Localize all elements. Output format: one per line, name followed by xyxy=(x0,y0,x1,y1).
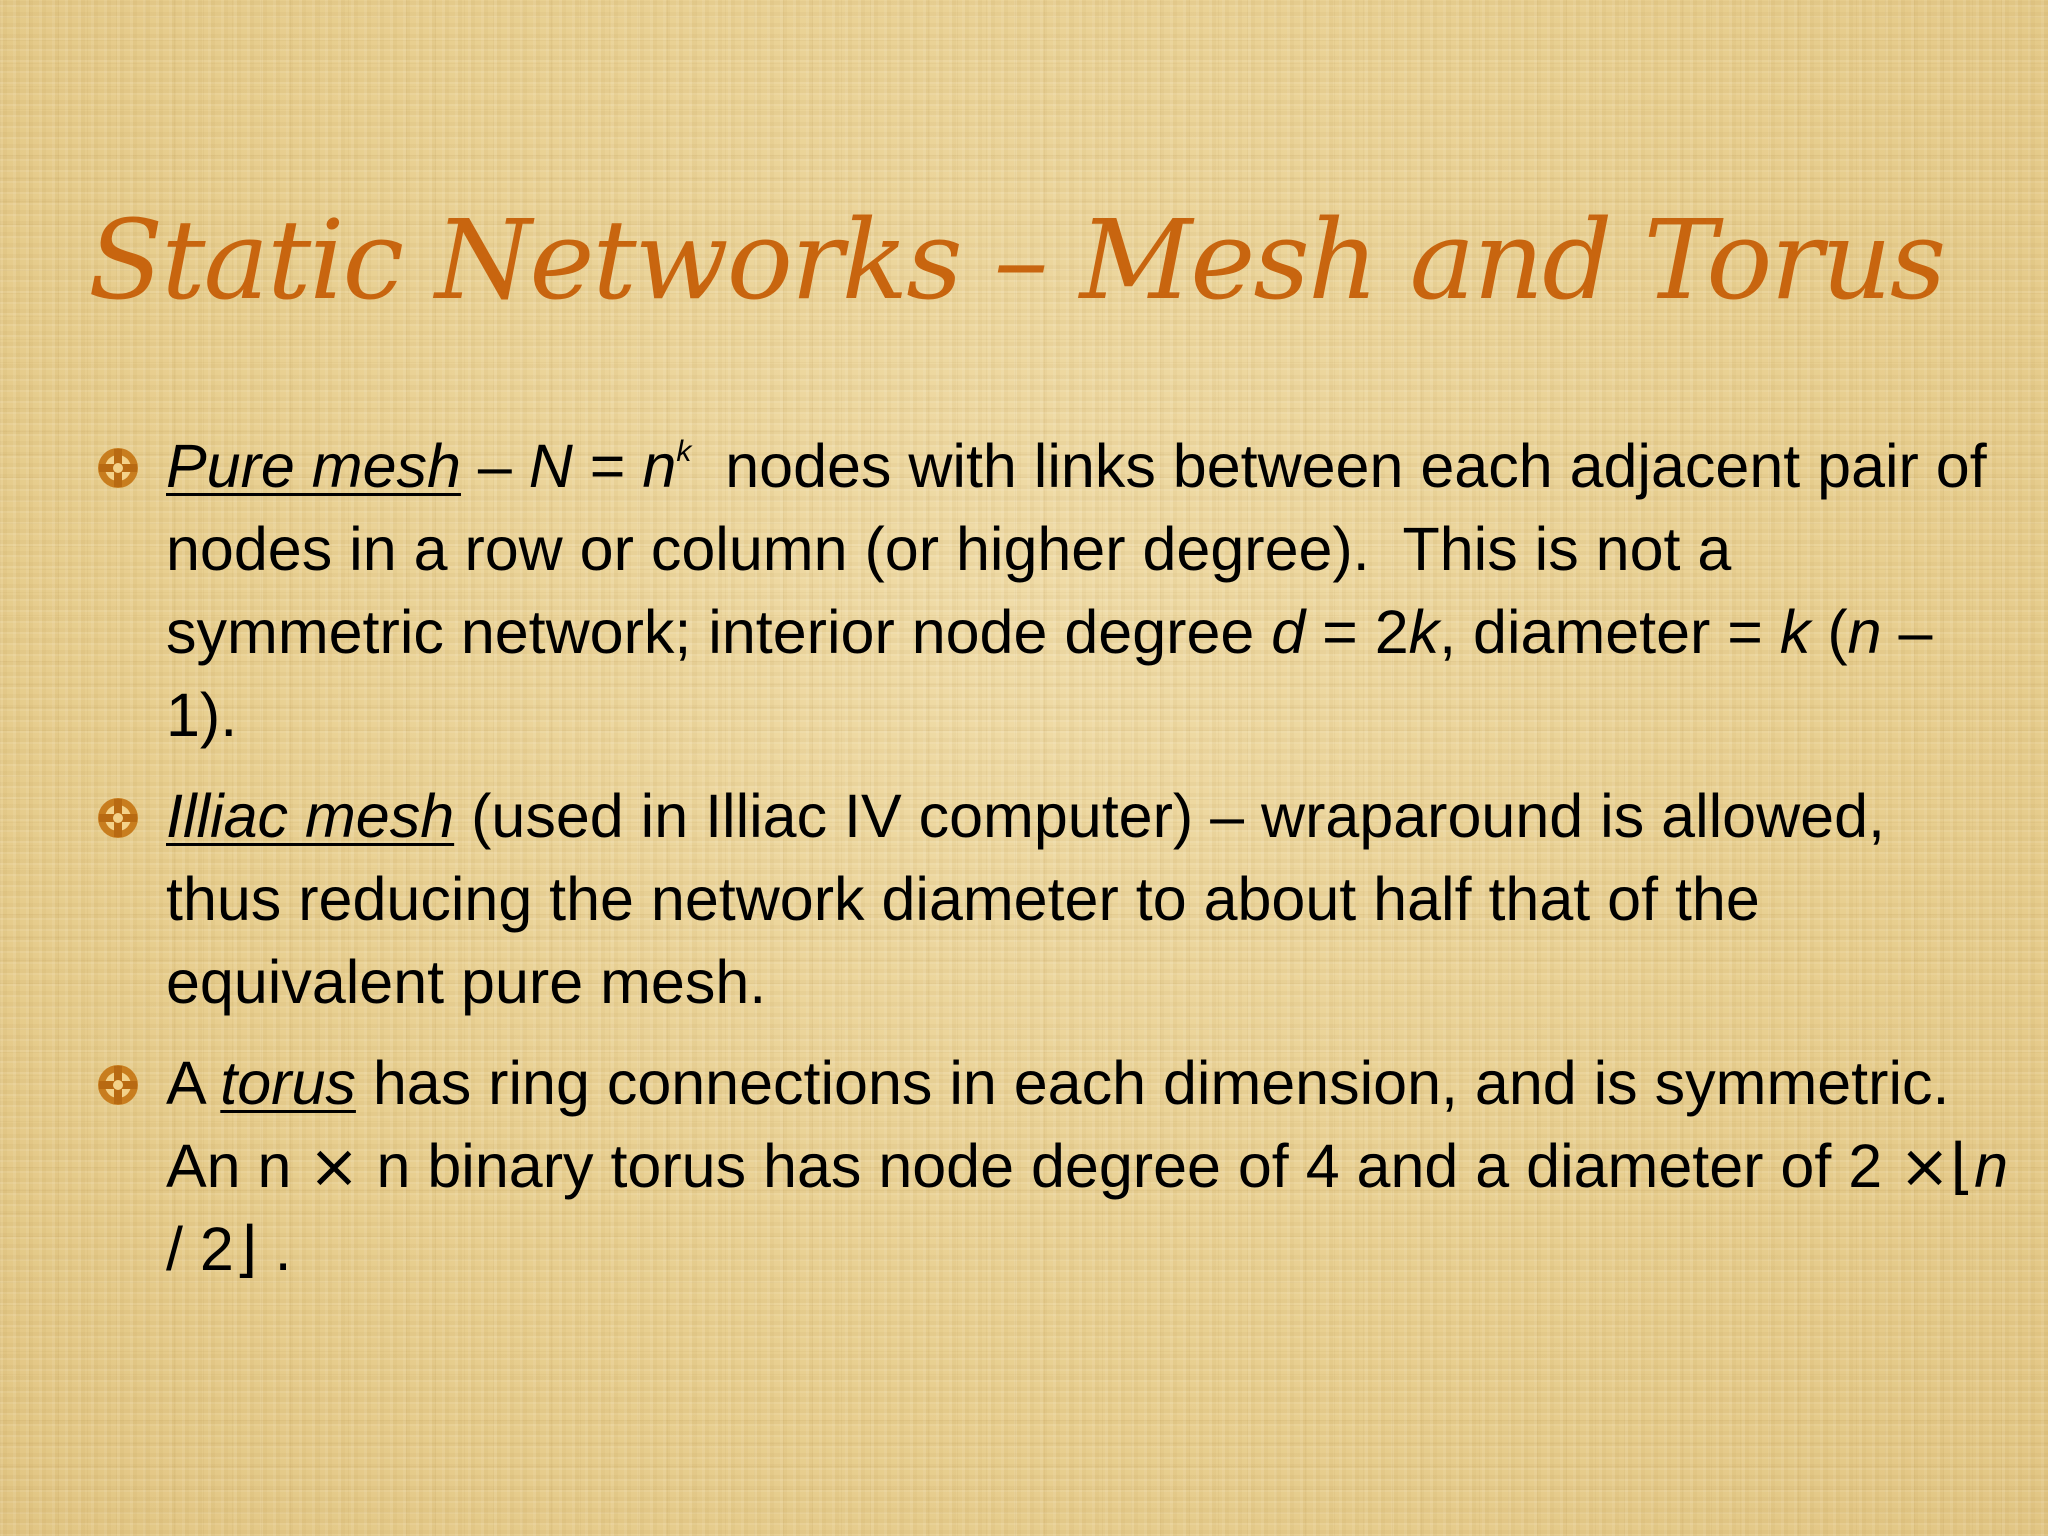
var-k: k xyxy=(1779,598,1811,666)
text: – xyxy=(460,432,529,500)
text: = 2 xyxy=(1305,598,1409,666)
var-n: n xyxy=(642,432,677,500)
text: . xyxy=(257,1215,292,1283)
text: n binary torus has node degree of 4 and a diameter of 2 xyxy=(359,1132,1900,1200)
text: has ring connections in each dimension, and is symmetric. An n xyxy=(166,1049,1980,1200)
var-k: k xyxy=(1408,598,1440,666)
bullet-list xyxy=(0,425,2048,1309)
circled-cross-bullet-icon xyxy=(96,1063,140,1107)
term-illiac-mesh: Illiac mesh xyxy=(166,782,455,850)
slide-title: Static Networks – Mesh and Torus xyxy=(88,196,1945,324)
circled-cross-bullet-icon xyxy=(96,446,140,490)
text: ( xyxy=(1810,598,1848,666)
text: / 2 xyxy=(166,1215,234,1283)
text: nodes with links between each adjacent pair of nodes in a row or column (or higher degree). This is not a symmetric network; interior node degree xyxy=(166,432,2004,666)
var-N: N xyxy=(528,432,573,500)
circled-cross-bullet-icon xyxy=(96,796,140,840)
text: A xyxy=(166,1049,221,1117)
text: (used in Illiac IV computer) – wraparound is allowed, thus reducing the network diameter to about half that of the equivalent pure mesh. xyxy=(166,782,1885,1016)
var-n: n xyxy=(1847,598,1882,666)
bullet-pure-mesh xyxy=(0,425,2048,757)
times-symbol: × xyxy=(1899,1131,1951,1202)
term-torus: torus xyxy=(220,1049,356,1117)
var-n: n xyxy=(1974,1132,2009,1200)
text: = xyxy=(572,432,643,500)
exponent-k: k xyxy=(676,435,692,468)
var-d: d xyxy=(1271,598,1306,666)
times-symbol: × xyxy=(308,1131,360,1202)
text: , diameter = xyxy=(1439,598,1780,666)
bullet-torus xyxy=(0,1042,2048,1291)
text: – 1). xyxy=(166,598,1933,749)
floor-close: ⌋ xyxy=(233,1214,258,1285)
term-pure-mesh: Pure mesh xyxy=(166,432,461,500)
bullet-illiac-mesh xyxy=(0,775,2048,1024)
floor-open: ⌊ xyxy=(1950,1131,1975,1202)
